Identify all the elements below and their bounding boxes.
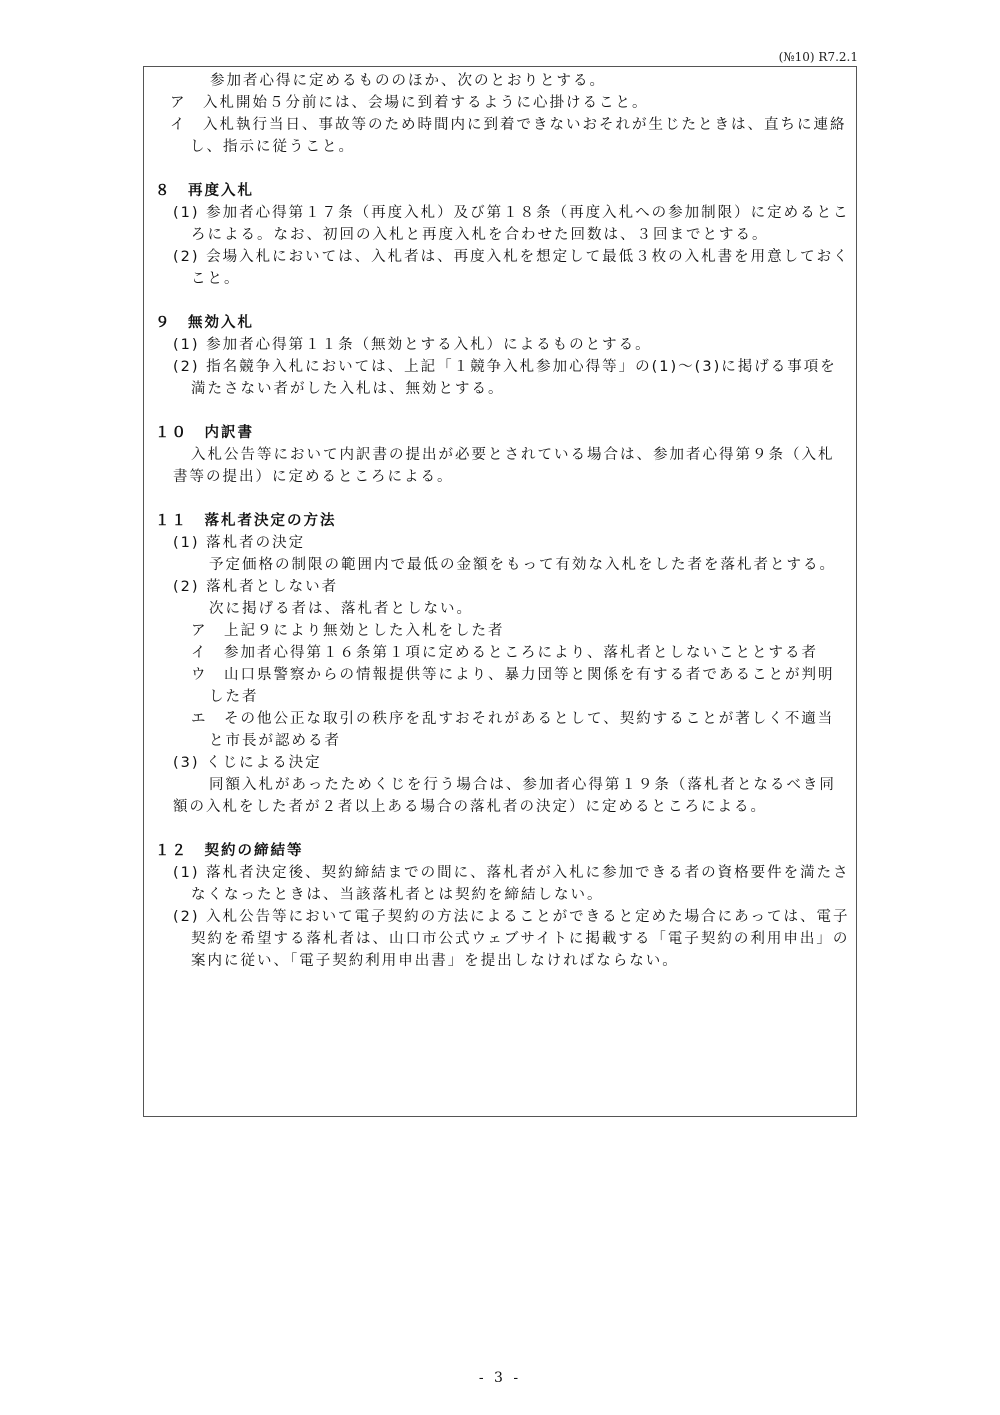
section-11-heading-2: (2) 落札者としない者	[173, 579, 339, 595]
intro-line: 参加者心得に定めるもののほか、次のとおりとする。	[210, 73, 606, 89]
section-8-item-2: (2) 会場入札においては、入札者は、再度入札を想定して最低３枚の入札書を用意しておくこと。	[173, 249, 850, 287]
section-8-title: ８ 再度入札	[155, 183, 254, 199]
section-11-heading-1: (1) 落札者の決定	[173, 535, 306, 551]
section-11-title: １１ 落札者決定の方法	[155, 513, 337, 529]
document-id: (№10) R7.2.1	[778, 50, 858, 64]
page-number: - 3 -	[478, 1370, 522, 1386]
section-9-title: ９ 無効入札	[155, 315, 254, 331]
document-body	[155, 70, 850, 972]
section-11-item-i: イ 参加者心得第１６条第１項に定めるところにより、落札者としないこととする者	[191, 645, 818, 661]
section-11-item-u: ウ 山口県警察からの情報提供等により、暴力団等と関係を有する者であることが判明した者	[191, 667, 835, 705]
section-10-title: １０ 内訳書	[155, 425, 254, 441]
section-11-text-3: 同額入札があったためくじを行う場合は、参加者心得第１９条（落札者となるべき同額の入札をした者が２者以上ある場合の落札者の決定）に定めるところによる。	[173, 777, 836, 815]
section-12-item-2: (2) 入札公告等において電子契約の方法によることができると定めた場合にあっては、電子契約を希望する落札者は、山口市公式ウェブサイトに掲載する「電子契約の利用申出」の案内に従い、「電子契約利用申出書」を提出しなければならない。	[173, 909, 850, 969]
section-12-title: １２ 契約の締結等	[155, 843, 304, 859]
section-10-text: 入札公告等において内訳書の提出が必要とされている場合は、参加者心得第９条（入札書等の提出）に定めるところによる。	[173, 447, 835, 485]
section-12-item-1: (1) 落札者決定後、契約締結までの間に、落札者が入札に参加できる者の資格要件を満たさなくなったときは、当該落札者とは契約を締結しない。	[173, 865, 850, 903]
section-9-item-1: (1) 参加者心得第１１条（無効とする入札）によるものとする。	[173, 337, 652, 353]
intro-item-i: イ 入札執行当日、事故等のため時間内に到着できないおそれが生じたときは、直ちに連絡し、指示に従うこと。	[170, 117, 847, 155]
section-11-text-2: 次に掲げる者は、落札者としない。	[209, 601, 473, 617]
intro-item-a: ア 入札開始５分前には、会場に到着するように心掛けること。	[170, 95, 649, 111]
section-11-item-e: エ その他公正な取引の秩序を乱すおそれがあるとして、契約することが著しく不適当と市長が認める者	[191, 711, 835, 749]
section-9-item-2: (2) 指名競争入札においては、上記「１競争入札参加心得等」の(1)～(3)に掲げる事項を満たさない者がした入札は、無効とする。	[173, 359, 837, 397]
section-11-item-a: ア 上記９により無効とした入札をした者	[191, 623, 505, 639]
section-8-item-1: (1) 参加者心得第１７条（再度入札）及び第１８条（再度入札への参加制限）に定めるところによる。なお、初回の入札と再度入札を合わせた回数は、３回までとする。	[173, 205, 850, 243]
section-11-text-1: 予定価格の制限の範囲内で最低の金額をもって有効な入札をした者を落札者とする。	[209, 557, 836, 573]
section-11-heading-3: (3) くじによる決定	[173, 755, 322, 771]
